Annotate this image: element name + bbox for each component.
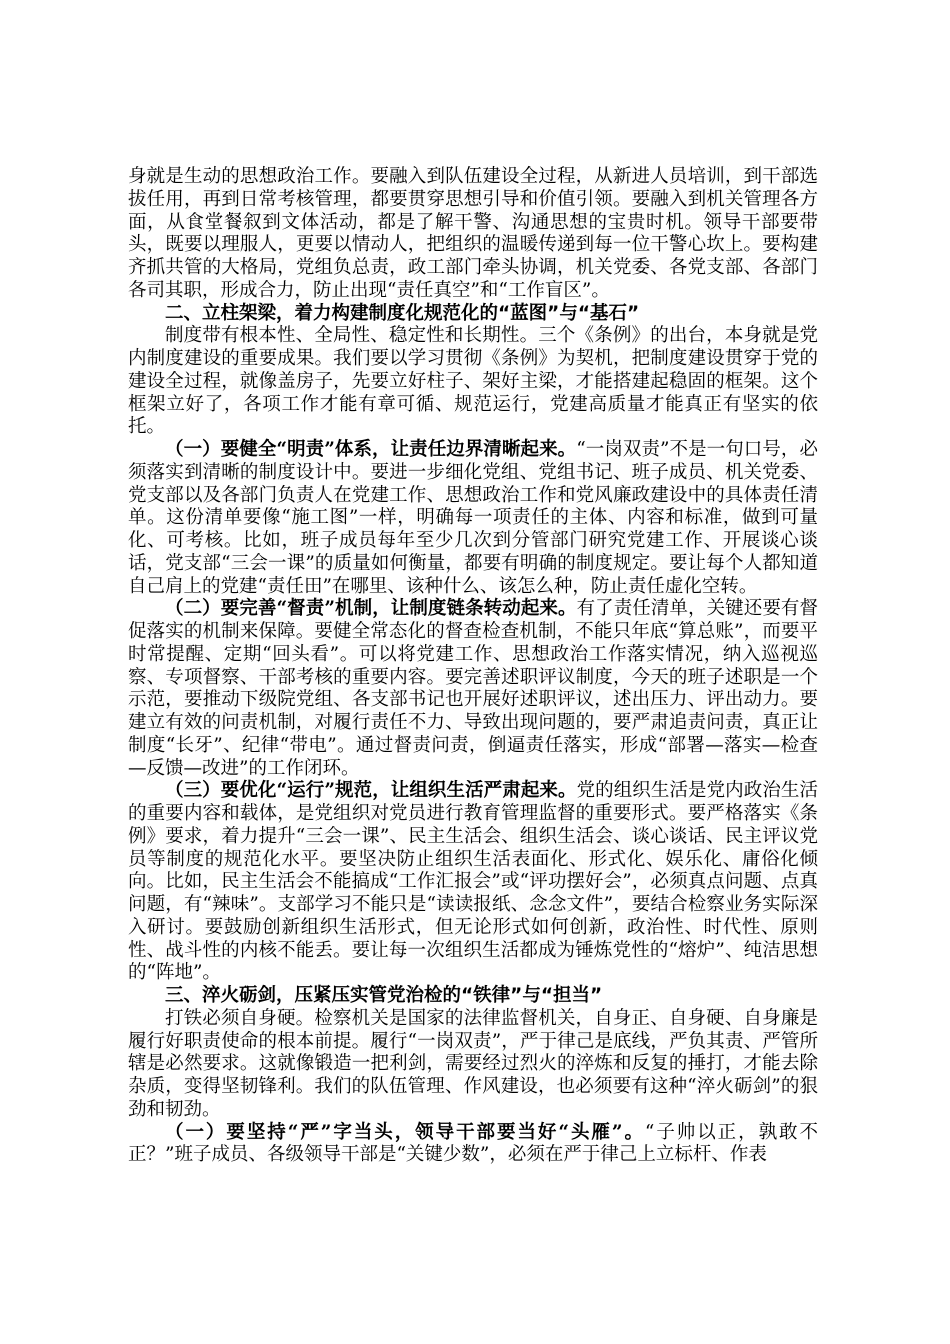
subsection-text: “一岗双责”不是一句口号，必须落实到清晰的制度设计中。要进一步细化党组、党组书记、班子成员、机关党委、党支部以及各部门负责人在党建工作、思想政治工作和党风廉政建设中的具体责任清单。这份清单要像“施工图”一样，明确每一项责任的主体、内容和标准，做到可量化、可考核。比如，班子成员每年至少几次到分管部门研究党建工作、开展谈心谈话，党支部“三会一课”的质量如何衡量，都要有明确的制度规定。要让每个人都知道自己肩上的党建“责任田”在哪里、该种什么、该怎么种，防止责任虚化空转。 [128, 439, 818, 597]
paragraph-subsection [128, 1122, 818, 1168]
section-heading-2: 二、立柱架梁，着力构建制度化规范化的“蓝图”与“基石” [165, 302, 640, 324]
document-body [128, 166, 818, 1167]
paragraph-body: 打铁必须自身硬。检察机关是国家的法律监督机关，自身正、自身硬、自身廉是履行好职责使命的根本前提。履行“一岗双责”，严于律己是底线，严负其责、严管所辖是必然要求。这就像锻造一把利剑，需要经过烈火的淬炼和反复的捶打，才能去除杂质，变得坚韧锋利。我们的队伍管理、作风建设，也必须要有这种“淬火砺剑”的狠劲和韧劲。 [128, 1007, 818, 1120]
paragraph-subsection [128, 780, 818, 985]
subsection-lead: （三）要优化“运行”规范，让组织生活严肃起来。 [165, 780, 577, 802]
paragraph-continuation: 身就是生动的思想政治工作。要融入到队伍建设全过程，从新进人员培训，到干部选拔任用，再到日常考核管理，都要贯穿思想引导和价值引领。要融入到机关管理各方面，从食堂餐叙到文体活动，都是了解干警、沟通思想的宝贵时机。领导干部要带头，既要以理服人，更要以情动人，把组织的温暖传递到每一位干警心坎上。要构建齐抓共管的大格局，党组负总责，政工部门牵头协调，机关党委、各党支部、各部门各司其职，形成合力，防止出现“责任真空”和“工作盲区”。 [128, 166, 818, 301]
paragraph-subsection [128, 439, 818, 598]
subsection-lead: （一）要健全“明责”体系，让责任边界清晰起来。 [165, 439, 577, 460]
subsection-lead: （一）要坚持“严”字当头，领导干部要当好“头雁”。 [165, 1121, 645, 1143]
paragraph-body: 制度带有根本性、全局性、稳定性和长期性。三个《条例》的出台，本身就是党内制度建设的重要成果。我们要以学习贯彻《条例》为契机，把制度建设贯穿于党的建设全过程，就像盖房子，先要立好柱子、架好主梁，才能搭建起稳固的框架。这个框架立好了，各项工作才能有章可循、规范运行，党建高质量才能真正有坚实的依托。 [128, 325, 818, 438]
section-heading-3: 三、淬火砺剑，压紧压实管党治检的“铁律”与“担当” [165, 985, 603, 1006]
subsection-text: “子帅以正，孰敢不正？”班子成员、各级领导干部是“关键少数”，必须在严于律己上立标杆、作表 [128, 1121, 818, 1166]
subsection-lead: （二）要完善“督责”机制，让制度链条转动起来。 [165, 598, 577, 620]
paragraph-subsection [128, 598, 818, 780]
subsection-text: 党的组织生活是党内政治生活的重要内容和载体，是党组织对党员进行教育管理监督的重要形式。要严格落实《条例》要求，着力提升“三会一课”、民主生活会、组织生活会、谈心谈话、民主评议党员等制度的规范化水平。要坚决防止组织生活表面化、形式化、娱乐化、庸俗化倾向。比如，民主生活会不能搞成“工作汇报会”或“评功摆好会”，必须真点问题、点真问题，有“辣味”。支部学习不能只是“读读报纸、念念文件”，要结合检察业务实际深入研讨。要鼓励创新组织生活形式，但无论形式如何创新，政治性、时代性、原则性、战斗性的内核不能丢。要让每一次组织生活都成为锤炼党性的“熔炉”、纯洁思想的“阵地”。 [128, 780, 818, 984]
subsection-text: 有了责任清单，关键还要有督促落实的机制来保障。要健全常态化的督查检查机制，不能只年底“算总账”，而要平时常提醒、定期“回头看”。可以将党建工作、思想政治工作落实情况，纳入巡视巡察、专项督察、干部考核的重要内容。要完善述职评议制度，今天的班子述职是一个示范，要推动下级院党组、各支部书记也开展好述职评议，述出压力、评出动力。要建立有效的问责机制，对履行责任不力、导致出现问题的，要严肃追责问责，真正让制度“长牙”、纪律“带电”。通过督责问责，倒逼责任落实，形成“部署—落实—检查—反馈—改进”的工作闭环。 [128, 598, 818, 779]
